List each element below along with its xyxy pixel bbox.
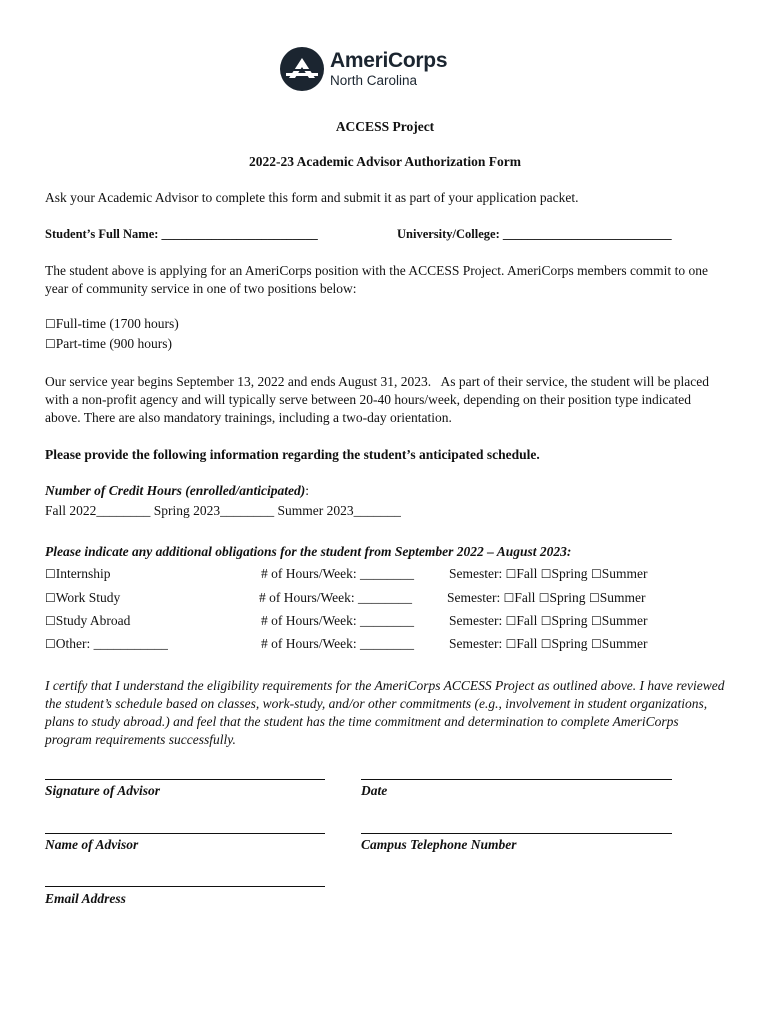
date-label: Date bbox=[361, 783, 388, 798]
obligation-label: Internship bbox=[55, 566, 111, 581]
position-fulltime[interactable] bbox=[45, 316, 179, 332]
checkbox-fulltime[interactable]: ☐ bbox=[45, 317, 56, 331]
semester-label: Semester: bbox=[449, 613, 503, 628]
advisor-name-line[interactable] bbox=[45, 833, 325, 834]
hours-field[interactable]: # of Hours/Week: ________ bbox=[259, 590, 413, 605]
checkbox-summer[interactable]: ☐ bbox=[590, 637, 602, 651]
hours-field[interactable]: # of Hours/Week: ________ bbox=[261, 566, 415, 581]
summer-label: Summer bbox=[601, 636, 648, 651]
checkbox-fall[interactable]: ☐ bbox=[505, 637, 517, 651]
semester-options bbox=[449, 613, 647, 629]
semester-options bbox=[449, 636, 647, 652]
certify-text: I certify that I understand the eligibility requirements for the AmeriCorps ACCESS Project as outlined above. I have reviewed the student’s schedule based on classes, work-study, and/or other commitments (e.g., involvement in student organizations, plans to study abroad.) and feel that the student has the time commitment and determination to complete AmeriCorps program requirements successfully. bbox=[45, 678, 725, 747]
fall-label: Fall bbox=[516, 636, 538, 651]
semester-label: Semester: bbox=[449, 566, 503, 581]
checkbox-fall[interactable]: ☐ bbox=[505, 614, 517, 628]
student-name-field[interactable]: Student’s Full Name: _________________________ bbox=[45, 227, 318, 241]
credit-hours-line[interactable]: Fall 2022________ Spring 2023________ Summer 2023_______ bbox=[45, 503, 401, 518]
form-title: 2022-23 Academic Advisor Authorization Form bbox=[249, 154, 521, 169]
email-line[interactable] bbox=[45, 886, 325, 887]
checkbox-fall[interactable]: ☐ bbox=[503, 591, 515, 605]
applying-text: The student above is applying for an AmeriCorps position with the ACCESS Project. AmeriCorps members commit to one year of community service in one of two positions below: bbox=[45, 263, 708, 296]
americorps-a-icon bbox=[280, 47, 324, 91]
obligation-study-abroad[interactable] bbox=[45, 613, 130, 629]
spring-label: Spring bbox=[551, 613, 588, 628]
credit-colon: : bbox=[305, 483, 310, 498]
summer-label: Summer bbox=[601, 613, 648, 628]
semester-options bbox=[447, 590, 645, 606]
semester-label: Semester: bbox=[449, 636, 503, 651]
checkbox-spring[interactable]: ☐ bbox=[538, 591, 550, 605]
provide-text: Please provide the following information regarding the student’s anticipated schedule. bbox=[45, 447, 540, 462]
hours-field[interactable]: # of Hours/Week: ________ bbox=[261, 613, 415, 628]
semester-options bbox=[449, 566, 647, 582]
position-parttime[interactable] bbox=[45, 336, 172, 352]
fall-label: Fall bbox=[516, 613, 538, 628]
obligation-label: Other: ___________ bbox=[55, 636, 168, 651]
checkbox-parttime[interactable]: ☐ bbox=[45, 337, 56, 351]
credit-heading bbox=[45, 483, 309, 499]
checkbox-internship[interactable]: ☐ bbox=[45, 567, 56, 581]
fall-label: Fall bbox=[514, 590, 536, 605]
checkbox-spring[interactable]: ☐ bbox=[540, 567, 552, 581]
summer-label: Summer bbox=[601, 566, 648, 581]
obligations-heading: Please indicate any additional obligations for the student from September 2022 – August 2023: bbox=[45, 544, 572, 559]
advisor-name-label: Name of Advisor bbox=[45, 837, 139, 852]
signature-line[interactable] bbox=[45, 779, 325, 780]
phone-label: Campus Telephone Number bbox=[361, 837, 517, 852]
obligation-work-study[interactable] bbox=[45, 590, 120, 606]
summer-label: Summer bbox=[599, 590, 646, 605]
date-line[interactable] bbox=[361, 779, 672, 780]
obligation-internship[interactable] bbox=[45, 566, 111, 582]
project-title: ACCESS Project bbox=[335, 119, 435, 134]
checkbox-fall[interactable]: ☐ bbox=[505, 567, 517, 581]
spring-label: Spring bbox=[549, 590, 586, 605]
checkbox-summer[interactable]: ☐ bbox=[590, 614, 602, 628]
semester-label: Semester: bbox=[447, 590, 501, 605]
position-parttime-label: Part-time (900 hours) bbox=[55, 336, 172, 351]
intro-text: Ask your Academic Advisor to complete this form and submit it as part of your application packet. bbox=[45, 190, 579, 205]
fall-label: Fall bbox=[516, 566, 538, 581]
checkbox-summer[interactable]: ☐ bbox=[590, 567, 602, 581]
email-label: Email Address bbox=[45, 891, 126, 906]
university-field[interactable]: University/College: ___________________________ bbox=[397, 227, 672, 241]
service-text: Our service year begins September 13, 2022 and ends August 31, 2023. As part of their service, the student will be placed with a non-profit agency and will typically serve between 20-40 hours/week, depending on their position type indicated above. There are also mandatory trainings, including a two-day orientation. bbox=[45, 374, 713, 425]
obligation-other[interactable] bbox=[45, 636, 168, 652]
position-fulltime-label: Full-time (1700 hours) bbox=[55, 316, 179, 331]
logo-brand: AmeriCorps bbox=[330, 49, 448, 73]
checkbox-spring[interactable]: ☐ bbox=[540, 637, 552, 651]
signature-label: Signature of Advisor bbox=[45, 783, 161, 798]
spring-label: Spring bbox=[551, 566, 588, 581]
checkbox-work-study[interactable]: ☐ bbox=[45, 591, 56, 605]
credit-label: Number of Credit Hours (enrolled/anticipated) bbox=[45, 483, 306, 498]
checkbox-spring[interactable]: ☐ bbox=[540, 614, 552, 628]
hours-field[interactable]: # of Hours/Week: ________ bbox=[261, 636, 415, 651]
logo-text bbox=[330, 50, 447, 88]
logo-sub: North Carolina bbox=[330, 73, 418, 89]
obligation-label: Work Study bbox=[55, 590, 121, 605]
americorps-logo bbox=[280, 46, 447, 92]
spring-label: Spring bbox=[551, 636, 588, 651]
phone-line[interactable] bbox=[361, 833, 672, 834]
obligation-label: Study Abroad bbox=[55, 613, 131, 628]
checkbox-study-abroad[interactable]: ☐ bbox=[45, 614, 56, 628]
checkbox-summer[interactable]: ☐ bbox=[588, 591, 600, 605]
checkbox-other[interactable]: ☐ bbox=[45, 637, 56, 651]
